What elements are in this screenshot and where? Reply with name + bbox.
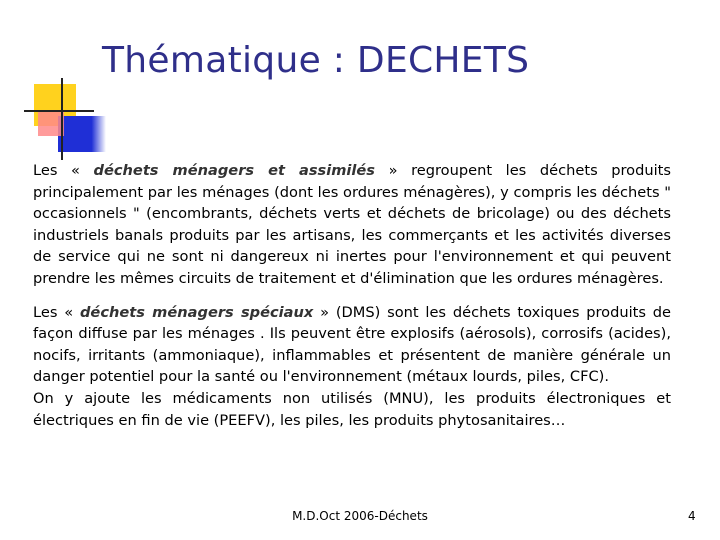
page-number: 4 [688,509,696,523]
slide-title: Thématique : DECHETS [102,40,530,81]
para1-lead: Les « [33,162,80,179]
paragraph-additions: On y ajoute les médicaments non utilisés (MNU), les produits électroniques et électriques en fin de vie (PEEFV), les piles, les produits phytosanitaires… [33,389,671,429]
decor-blue-square [58,116,106,152]
slide-footer: M.D.Oct 2006-Déchets [292,509,428,523]
term-dechets-menagers-assimiles: déchets ménagers et assimilés [93,162,375,179]
term-dechets-menagers-speciaux: déchets ménagers spéciaux [79,303,314,321]
paragraph-menagers-assimiles [33,160,671,290]
decor-vertical-line [61,78,63,160]
decor-horizontal-line [24,110,94,112]
slide-body [33,160,671,431]
para2-text: » (DMS) sont les déchets toxiques produits de façon diffuse par les ménages . Ils peuvent être explosifs (aérosols), corrosifs (acides), nocifs, irritants (ammoniaque), inflammables et présentent de manière générale un danger potentiel pour la santé ou l'environnement (métaux lourds, piles, CFC). [33,303,672,386]
paragraph-menagers-speciaux [33,302,671,388]
para1-text: » regroupent les déchets produits principalement par les ménages (dont les ordures ménagères), y compris les déchets " occasionnels " (encombrants, déchets verts et déchets de bricolage) ou des déchets industriels banals produits par les artisans, les commerçants et les activités diverses de service qui ne sont ni dangereux ni inertes pour l'environnement et qui peuvent prendre les mêmes circuits de traitement et d'élimination que les ordures ménagères. [33,162,672,287]
para2-lead: Les « [33,303,74,321]
